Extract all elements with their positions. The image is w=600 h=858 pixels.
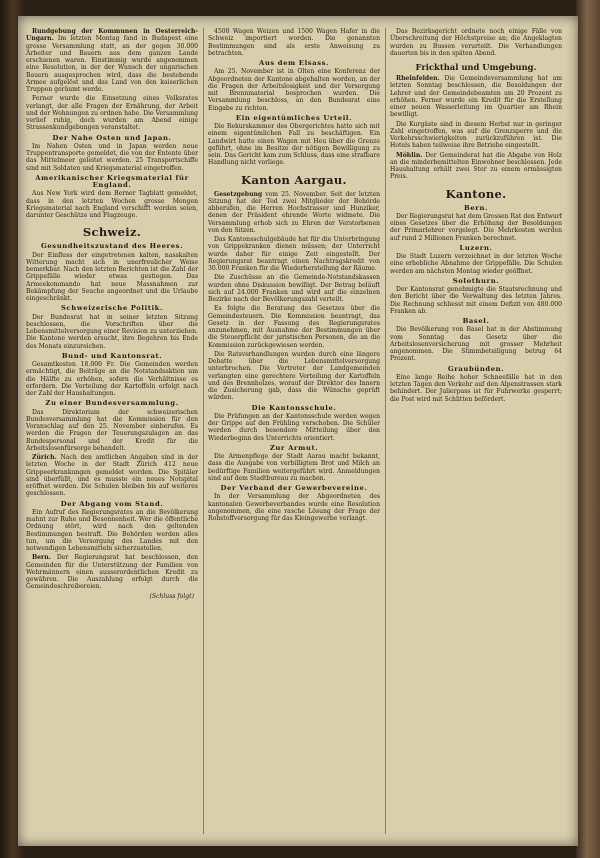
column-3	[390, 28, 562, 834]
article-subheading: Gesundheitszustand des Heeres.	[40, 242, 184, 251]
paragraph-text: Das Kantonsschulgebäude hat für die Unterbringung von Grippekranken dienen müssen; der Unterricht wurde daher für einige Zeit eingestellt. Der Regierungsrat beantragt einen Nachtragskredit von 30.000 Franken für die Wiederherstellung der Räume.	[208, 236, 380, 272]
paragraph-text: Die Prüfungen an der Kantonsschule werden wegen der Grippe auf den Frühling verschoben. Die Schüler werden durch besondere Mitteilung über den Wiederbeginn des Unterrichts orientiert.	[208, 412, 380, 442]
paragraph-lead: Zürich.	[32, 454, 57, 461]
article-subheading: Bern.	[464, 203, 488, 212]
paragraph-text: Die Bevölkerung von Basel hat in der Abstimmung vom Sonntag das Gesetz über die Arbeitslosenversicherung mit grosser Mehrheit angenommen. Die Stimmbeteiligung betrug 64 Prozent.	[390, 326, 562, 363]
paragraph-text: Gesamtkosten 18.000 Fr. Die Gemeinden werden ermächtigt, die Beiträge an die Notstandsaktion um die Hälfte zu erhöhen, sofern die Verhältnisse es erfordern. Die Verteilung der Kartoffeln erfolgt nach der Zahl der Haushaltungen.	[26, 361, 198, 397]
article-paragraph	[26, 252, 198, 303]
paragraph-text: Der Bundesrat hat in seiner letzten Sitzung beschlossen, die Vorschriften über die Lebensmittelversorgung einer Revision zu unterziehen. Die Kantone werden ersucht, ihre Begehren bis Ende des Monats einzureichen.	[26, 313, 198, 350]
article-subheading: Zu einer Bundesversammlung.	[45, 399, 179, 408]
paragraph-text: Das Bezirksgericht ordnete noch einige Fälle von Überschreitung der Höchstpreise an; die Angeklagten wurden zu Bussen verurteilt. Die Verhandlungen dauerten bis in den späten Abend.	[390, 28, 562, 57]
paragraph-lead: Rheinfelden.	[396, 75, 440, 82]
article-paragraph	[390, 286, 562, 315]
article-paragraph	[208, 68, 380, 112]
section-heading: Kantone.	[445, 186, 507, 201]
article-paragraph	[208, 191, 380, 235]
paragraph-text: Ein Aufruf des Regierungsrates an die Bevölkerung mahnt zur Ruhe und Besonnenheit. Wer die öffentliche Ordnung stört, wird nach den geltenden Bestimmungen bestraft. Die Behörden werden alles tun, um die Versorgung des Landes mit den notwendigen Lebensmitteln sicherzustellen.	[26, 508, 198, 552]
article-paragraph	[208, 351, 380, 402]
paragraph-text: Im Nahen Osten und in Japan werden neue Truppentransporte gemeldet, die von der Entente über das Mittelmeer geleitet werden. 25 Transportschiffe sind mit Soldaten und Kriegsmaterial eingetroffen.	[26, 142, 198, 172]
section-heading: Kanton Aargau.	[241, 172, 347, 187]
article-subheading: Die Kantonsschule.	[251, 403, 337, 412]
article-paragraph	[208, 236, 380, 272]
paragraph-text: Der Regierungsrat hat beschlossen, den Gemeinden für die Unterstützung der Familien von Wehrmännern einen ausserordentlichen Kredit zu gewähren. Die Auszahlung erfolgt durch die Gemeindeschreibereien.	[26, 554, 198, 591]
paragraph-text: vom 25. November. Seit der letzten Sitzung hat der Tod zwei Mitglieder der Behörde abberufen, die Herren Hochstrasser und Hunziker, denen der Präsident ehrende Worte widmete. Die Versammlung erhob sich zu Ehren der Verstorbenen von den Sitzen.	[208, 190, 380, 234]
article-paragraph	[26, 28, 198, 93]
article-paragraph	[390, 28, 562, 57]
article-paragraph	[26, 190, 198, 219]
paragraph-text: Es folgte die Beratung des Gesetzes über die Gemeindesteuern. Die Kommission beantragt, das Gesetz in der Fassung des Regierungsrates anzunehmen, mit Ausnahme der Bestimmungen über die Steuerpflicht der juristischen Personen, die an die Kommission zurückgewiesen werden.	[208, 305, 380, 349]
article-paragraph	[208, 274, 380, 303]
paragraph-text: Der Regierungsrat hat dem Grossen Rat den Entwurf eines Gesetzes über die Erhöhung der Besoldungen der Primarlehrer vorgelegt. Die Mehrkosten werden auf rund 2 Millionen Franken berechnet.	[390, 212, 562, 242]
paragraph-text: Die Kurgäste sind in diesem Herbst nur in geringer Zahl eingetroffen, was auf die Grenzsperre und die Verkehrsschwierigkeiten zurückzuführen ist. Die Hotels haben teilweise ihre Betriebe eingestellt.	[390, 120, 562, 150]
article-paragraph	[390, 374, 562, 403]
newspaper-page	[18, 16, 578, 846]
article-subheading: Bund- und Kantonsrat.	[61, 351, 163, 360]
article-paragraph	[208, 28, 380, 57]
column-divider	[203, 28, 204, 834]
paragraph-lead: Bern.	[32, 554, 51, 562]
continued-note: (Schluss folgt)	[149, 592, 194, 600]
article-paragraph	[390, 213, 562, 242]
column-2	[208, 28, 380, 834]
section-heading: Schweiz.	[82, 225, 142, 240]
article-paragraph	[26, 409, 198, 453]
paragraph-lead: Gesetzgebung	[214, 190, 263, 198]
article-paragraph	[208, 123, 380, 167]
paragraph-text: Ferner wurde die Einsetzung eines Volksrates verlangt, der alle Fragen der Ernährung, der Arbeit und der Wohnungen zu ordnen habe. Die Versammlung verlief ruhig, doch wurden am Abend einige Strassenkundgebungen veranstaltet.	[26, 95, 198, 132]
article-subheading: Luzern.	[459, 243, 493, 252]
article-paragraph	[208, 305, 380, 349]
article-subheading: Der Nahe Osten und Japan.	[52, 133, 172, 142]
paragraph-text: In der Versammlung der Abgeordneten des kantonalen Gewerbeverbandes wurde eine Resolution angenommen, die eine rasche Lösung der Frage der Rohstoffversorgung für das Kleingewerbe verlangt.	[208, 493, 380, 522]
article-subheading: Zur Armut.	[269, 443, 319, 452]
article-paragraph	[390, 152, 562, 181]
paragraph-text: 4500 Wagen Weizen und 1500 Wagen Hafer in die Schweiz importiert worden. Die genannten Bestimmungen sind als erste Anweisung zu betrachten.	[208, 28, 380, 57]
paragraph-lead: Möhlin.	[396, 151, 423, 159]
article-paragraph	[26, 509, 198, 553]
paragraph-text: Der Gemeinderat hat die Abgabe von Holz an die minderbemittelten Einwohner beschlossen. Jede Haushaltung erhält zwei Ster zu einem ermässigten Preis.	[390, 151, 562, 181]
paragraph-lead: Rundgebung der Kommunen in Oesterreich-Ungarn.	[26, 28, 198, 43]
article-subheading: Aus dem Elsass.	[258, 59, 330, 67]
column-1	[26, 28, 198, 834]
article-paragraph	[390, 75, 562, 119]
paragraph-text: Nach den amtlichen Angaben sind in der letzten Woche in der Stadt Zürich 412 neue Grippeerkrankungen gemeldet worden. Die Spitäler sind überfüllt, und es musste ein neues Notspital eröffnet werden. Die Schulen bleiben bis auf weiteres geschlossen.	[26, 454, 198, 498]
paragraph-text: Die Ratsverhandlungen wurden durch eine längere Debatte über die Lebensmittelversorgung unterbrochen. Die Vertreter der Landgemeinden verlangten eine gerechtere Verteilung der Kartoffeln und des Brennholzes, worauf der Direktor des Innern die Zusicherung gab, dass die Wünsche geprüft würden.	[208, 350, 380, 402]
article-paragraph	[208, 493, 380, 522]
book-binding-edge	[576, 0, 600, 858]
paragraph-text: Die Rekurskammer des Obergerichtes hatte sich mit einem eigentümlichen Fall zu beschäftigen. Ein Landwirt hatte einen Wagen mit Heu über die Grenze geführt, ohne im Besitze der nötigen Bewilligung zu sein. Das Gericht kam zum Schluss, dass eine strafbare Handlung nicht vorliege.	[208, 123, 380, 167]
article-paragraph	[26, 95, 198, 131]
paragraph-text: Das Direktorium der schweizerischen Bundesversammlung hat die Kommission für den Voranschlag auf den 25. November einberufen. Es werden die Fragen der Teuerungszulagen an das Bundespersonal und der Kredit für die Arbeitslosenfürsorge behandelt.	[26, 408, 198, 452]
paragraph-text: Die Zuschüsse an die Gemeinde-Notstandskassen wurden ohne Diskussion bewilligt. Der Betrag beläuft sich auf 24.000 Franken und wird auf die einzelnen Bezirke nach der Bevölkerungszahl verteilt.	[208, 274, 380, 303]
paragraph-text: Die Gemeindeversammlung hat am letzten Sonntag beschlossen, die Besoldungen der Lehrer und der Gemeindebeamten um 20 Prozent zu erhöhen. Ferner wurde ein Kredit für die Erstellung einer neuen Wasserleitung im Quartier am Rhein bewilligt.	[390, 75, 562, 119]
article-paragraph	[26, 554, 198, 590]
article-paragraph	[26, 314, 198, 350]
article-subheading: Ein eigentümliches Urteil.	[235, 113, 353, 122]
paragraph-text: Aus New York wird dem Berner Tagblatt gemeldet, dass in den letzten Wochen grosse Mengen Kriegsmaterial nach England verschifft worden seien, darunter Geschütze und Flugzeuge.	[26, 190, 198, 219]
article-paragraph	[208, 453, 380, 482]
paragraph-text: Der Kantonsrat genehmigte die Staatsrechnung und den Bericht über die Verwaltung des letzten Jahres. Die Rechnung schliesst mit einem Defizit von 480.000 Franken ab.	[390, 286, 562, 315]
article-subheading: Schweizerische Politik.	[61, 304, 163, 313]
article-subheading: Amerikanischer Kriegsmaterial für England.	[35, 173, 189, 189]
paragraph-text: Am 25. November ist in Olten eine Konferenz der Abgeordneten der Kantone abgehalten worden, an der die Fragen der Arbeitslosigkeit und der Versorgung mit Brennmaterial besprochen wurden. Die Versammlung beschloss, an den Bundesrat eine Eingabe zu richten.	[208, 68, 380, 112]
article-paragraph	[26, 454, 198, 498]
article-subheading: Graubünden.	[447, 364, 505, 373]
article-subheading: Der Abgang vom Stand.	[60, 499, 164, 508]
article-subheading: Basel.	[462, 317, 490, 325]
article-paragraph	[390, 326, 562, 362]
column-divider	[385, 28, 386, 834]
article-paragraph	[208, 413, 380, 442]
article-subheading: Der Verband der Gewerbevereine.	[220, 484, 368, 492]
section-heading: Frickthal und Umgebung.	[415, 62, 537, 72]
paragraph-text: Eine lange Reihe hoher Schneefälle hat in den letzten Tagen den Verkehr auf den Alpenstrassen stark behindert. Der Julierpass ist für Fuhrwerke gesperrt; die Post wird mit Schlitten befördert.	[390, 373, 562, 403]
article-subheading: Solothurn.	[452, 276, 500, 285]
paragraph-text: Der Einfluss der eingetretenen kalten, nasskalten Witterung macht sich in unerfreulicher Weise bemerkbar. Nach den letzten Berichten ist die Zahl der Grippefälle wieder etwas gestiegen. Das Armeekommando hat neue Massnahmen zur Bekämpfung der Seuche angeordnet und die Urlaube eingeschränkt.	[26, 251, 198, 302]
article-paragraph	[26, 143, 198, 172]
article-paragraph	[390, 253, 562, 275]
paragraph-text: Die Stadt Luzern verzeichnet in der letzten Woche eine erhebliche Abnahme der Grippefälle. Die Schulen werden am nächsten Montag wieder geöffnet.	[390, 253, 562, 275]
paragraph-text: Im letzten Montag fand in Budapest eine grosse Versammlung statt, an der gegen 30.000 Arbeiter und Bauern aus dem ganzen Lande erschienen waren. Einstimmig wurde angenommen eine Resolution, in der der Wunsch der ungarischen Bauern ausgesprochen wird, dass die bestehende Armee aufgelöst und das Land von den kaiserlichen Truppen geräumt werde.	[26, 35, 198, 93]
article-paragraph	[26, 361, 198, 397]
article-paragraph	[390, 121, 562, 150]
paragraph-text: Die Armenpflege der Stadt Aarau macht bekannt, dass die Ausgabe von verbilligtem Brot und Milch an bedürftige Familien weitergeführt wird. Anmeldungen sind auf dem Stadtbureau zu machen.	[208, 453, 380, 482]
